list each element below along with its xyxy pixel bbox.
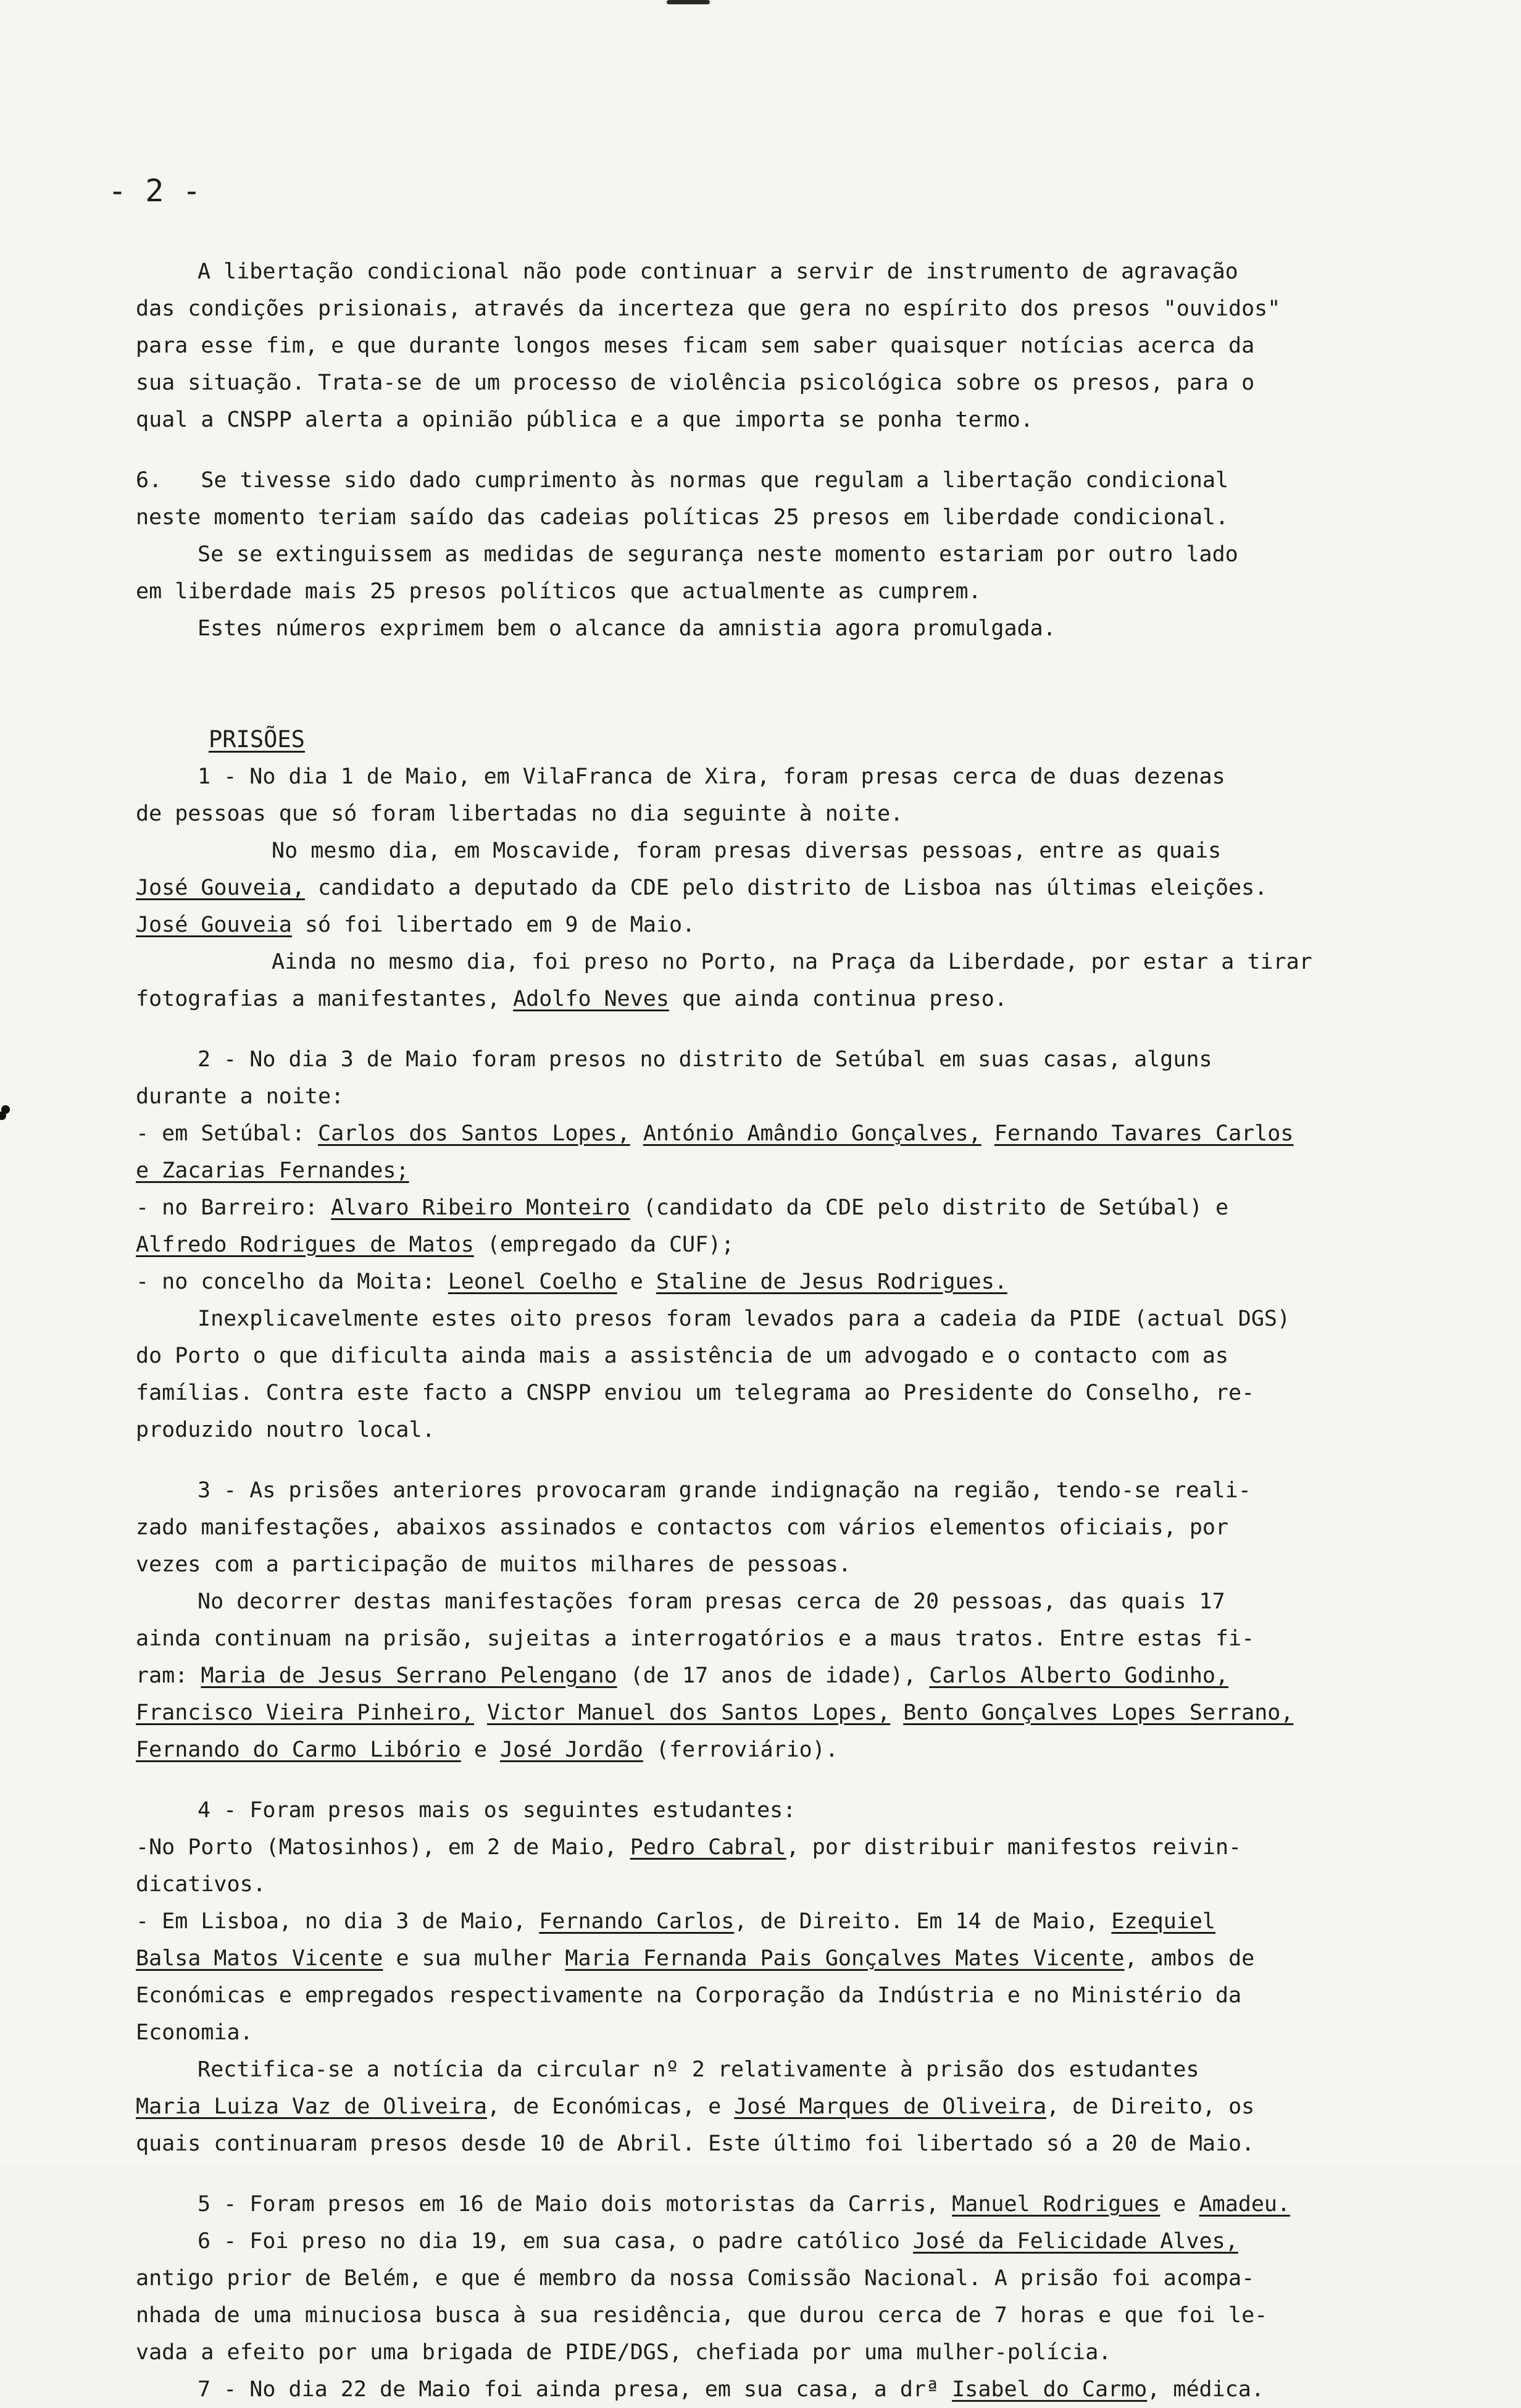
text-line: 2 - No dia 3 de Maio foram presos no distrito de Setúbal em suas casas, alguns <box>198 1047 1212 1072</box>
person-name: Fernando Tavares Carlos <box>994 1121 1294 1146</box>
item-2 <box>136 1041 1428 1449</box>
paragraph-liberation <box>136 253 1428 438</box>
person-name: Carlos Alberto Godinho, <box>929 1663 1229 1688</box>
person-name: Alvaro Ribeiro Monteiro <box>331 1195 630 1220</box>
text-line: Rectifica-se a notícia da circular nº 2 relativamente à prisão dos estudantes <box>198 2057 1199 2082</box>
person-name: José Gouveia <box>136 913 292 937</box>
person-name: Manuel Rodrigues <box>952 2192 1161 2217</box>
person-name: Amadeu. <box>1199 2192 1291 2217</box>
text-line: dicativos. <box>136 1872 266 1897</box>
person-name: Pedro Cabral <box>630 1835 786 1860</box>
text-line: - Em Lisboa, no dia 3 de Maio, Fernando Carlos, de Direito. Em 14 de Maio, Ezequiel <box>136 1909 1215 1934</box>
text-line: vada a efeito por uma brigada de PIDE/DGS, chefiada por uma mulher-polícia. <box>136 2340 1112 2365</box>
section-title: PRISÕES <box>209 726 305 753</box>
person-name: António Amândio Gonçalves, <box>643 1121 981 1146</box>
text-line: durante a noite: <box>136 1084 344 1109</box>
text-line: do Porto o que dificulta ainda mais a assistência de um advogado e o contacto com as <box>136 1344 1229 1368</box>
person-name: Alfredo Rodrigues de Matos <box>136 1232 474 1257</box>
person-name: Staline de Jesus Rodrigues. <box>656 1269 1007 1294</box>
person-name: Ezequiel <box>1111 1909 1215 1934</box>
text-line: quais continuaram presos desde 10 de Abril. Este último foi libertado só a 20 de Maio. <box>136 2131 1255 2156</box>
page-number: - 2 - <box>108 173 201 209</box>
text-line: Inexplicavelmente estes oito presos foram levados para a cadeia da PIDE (actual DGS) <box>198 1306 1291 1331</box>
person-name: Carlos dos Santos Lopes, <box>318 1121 630 1146</box>
text-line: das condições prisionais, através da incerteza que gera no espírito dos presos "ouvidos" <box>136 296 1281 321</box>
person-name: Francisco Vieira Pinheiro, <box>136 1700 474 1725</box>
person-name: Victor Manuel dos Santos Lopes, <box>486 1700 891 1725</box>
document-body <box>136 179 1428 2408</box>
text-line: 7 - No dia 22 de Maio foi ainda presa, em sua casa, a drª Isabel do Carmo, médica. <box>198 2377 1264 2402</box>
text-line: produzido noutro local. <box>136 1418 435 1442</box>
person-name: Isabel do Carmo <box>952 2377 1148 2402</box>
person-name: Adolfo Neves <box>513 987 669 1011</box>
text-line: neste momento teriam saído das cadeias políticas 25 presos em liberdade condicional. <box>136 505 1229 530</box>
item-3 <box>136 1472 1428 1768</box>
ink-mark <box>667 0 710 4</box>
item-5 <box>136 2186 1428 2223</box>
person-name: Bento Gonçalves Lopes Serrano, <box>903 1700 1294 1725</box>
person-name: Leonel Coelho <box>448 1269 617 1294</box>
text-line: No decorrer destas manifestações foram presas cerca de 20 pessoas, das quais 17 <box>198 1589 1225 1614</box>
text-line: A libertação condicional não pode continuar a servir de instrumento de agravação <box>198 259 1238 284</box>
text-line: qual a CNSPP alerta a opinião pública e a que importa se ponha termo. <box>136 408 1033 432</box>
text-line: 6 - Foi preso no dia 19, em sua casa, o padre católico José da Felicidade Alves, <box>198 2229 1238 2254</box>
text-line: 6. Se tivesse sido dado cumprimento às normas que regulam a libertação condicional <box>136 468 1229 493</box>
person-name: José Marques de Oliveira <box>734 2094 1047 2119</box>
item-4 <box>136 1792 1428 2162</box>
text-line: nhada de uma minuciosa busca à sua residência, que durou cerca de 7 horas e que foi le- <box>136 2303 1268 2328</box>
text-line: ainda continuam na prisão, sujeitas a interrogatórios e a maus tratos. Entre estas fi- <box>136 1626 1255 1651</box>
item-6 <box>136 2223 1428 2371</box>
text-line: 5 - Foram presos em 16 de Maio dois motoristas da Carris, Manuel Rodrigues e Amadeu. <box>198 2192 1291 2217</box>
person-name: José Jordão <box>500 1737 643 1762</box>
person-name: Balsa Matos Vicente <box>136 1946 383 1971</box>
text-line: vezes com a participação de muitos milhares de pessoas. <box>136 1552 851 1577</box>
text-line: 3 - As prisões anteriores provocaram grande indignação na região, tendo-se reali- <box>198 1478 1251 1503</box>
text-line: antigo prior de Belém, e que é membro da nossa Comissão Nacional. A prisão foi acompa- <box>136 2266 1255 2291</box>
text-line: 4 - Foram presos mais os seguintes estudantes: <box>198 1798 796 1823</box>
person-name: José da Felicidade Alves, <box>912 2229 1238 2254</box>
text-line <box>136 1694 1428 1731</box>
text-line: para esse fim, e que durante longos meses ficam sem saber quaisquer notícias acerca da <box>136 333 1255 358</box>
text-line: Fernando do Carmo Libório e José Jordão (ferroviário). <box>136 1737 838 1762</box>
text-line: José Gouveia, candidato a deputado da CDE pelo distrito de Lisboa nas últimas eleições. <box>136 876 1268 900</box>
text-line: famílias. Contra este facto a CNSPP enviou um telegrama ao Presidente do Conselho, re- <box>136 1381 1255 1405</box>
text-line: Balsa Matos Vicente e sua mulher Maria Fernanda Pais Gonçalves Mates Vicente, ambos de <box>136 1946 1255 1971</box>
text-line: No mesmo dia, em Moscavide, foram presas diversas pessoas, entre as quais <box>272 838 1222 863</box>
text-line: - em Setúbal: Carlos dos Santos Lopes, António Amândio Gonçalves, Fernando Tavares Carlos <box>136 1121 1294 1146</box>
text-line: Economia. <box>136 2020 253 2045</box>
text-line: fotografias a manifestantes, Adolfo Neves que ainda continua preso. <box>136 987 1007 1011</box>
text-line: zado manifestações, abaixos assinados e contactos com vários elementos oficiais, por <box>136 1515 1229 1540</box>
person-name: Fernando do Carmo Libório <box>136 1737 461 1762</box>
text-line: Maria Luiza Vaz de Oliveira, de Económicas, e José Marques de Oliveira, de Direito, os <box>136 2094 1255 2119</box>
text-line: de pessoas que só foram libertadas no dia seguinte à noite. <box>136 801 904 826</box>
person-name: e Zacarias Fernandes; <box>136 1158 409 1183</box>
text-line: sua situação. Trata-se de um processo de violência psicológica sobre os presos, para o <box>136 370 1255 395</box>
person-name: Maria Fernanda Pais Gonçalves Mates Vicente <box>565 1946 1125 1971</box>
text-line: Ainda no mesmo dia, foi preso no Porto, na Praça da Liberdade, por estar a tirar <box>272 950 1312 974</box>
text-line: - no Barreiro: Alvaro Ribeiro Monteiro (candidato da CDE pelo distrito de Setúbal) e <box>136 1195 1229 1220</box>
text-line: -No Porto (Matosinhos), em 2 de Maio, Pedro Cabral, por distribuir manifestos reivin- <box>136 1835 1242 1860</box>
text-line: José Gouveia só foi libertado em 9 de Maio. <box>136 913 696 937</box>
text-line: Estes números exprimem bem o alcance da amnistia agora promulgada. <box>198 616 1056 641</box>
item-1 <box>136 758 1428 1018</box>
person-name: Maria Luiza Vaz de Oliveira <box>136 2094 487 2119</box>
person-name: Maria de Jesus Serrano Pelengano <box>201 1663 617 1688</box>
text-line: ram: Maria de Jesus Serrano Pelengano (de 17 anos de idade), Carlos Alberto Godinho, <box>136 1663 1229 1688</box>
text-line: - no concelho da Moita: Leonel Coelho e Staline de Jesus Rodrigues. <box>136 1269 1007 1294</box>
text-line: Económicas e empregados respectivamente na Corporação da Indústria e no Ministério da <box>136 1983 1242 2008</box>
text-line: em liberdade mais 25 presos políticos que actualmente as cumprem. <box>136 579 981 604</box>
text-line: Alfredo Rodrigues de Matos (empregado da CUF); <box>136 1232 735 1257</box>
text-line <box>136 1152 1428 1189</box>
person-name: José Gouveia, <box>136 876 305 900</box>
person-name: Fernando Carlos <box>539 1909 735 1934</box>
item-7 <box>136 2371 1428 2408</box>
text-line: Se se extinguissem as medidas de segurança neste momento estariam por outro lado <box>198 542 1238 567</box>
paragraph-6 <box>136 462 1428 647</box>
text-line: 1 - No dia 1 de Maio, em VilaFranca de Xira, foram presas cerca de duas dezenas <box>198 764 1225 789</box>
punch-hole-mark <box>0 1111 6 1120</box>
